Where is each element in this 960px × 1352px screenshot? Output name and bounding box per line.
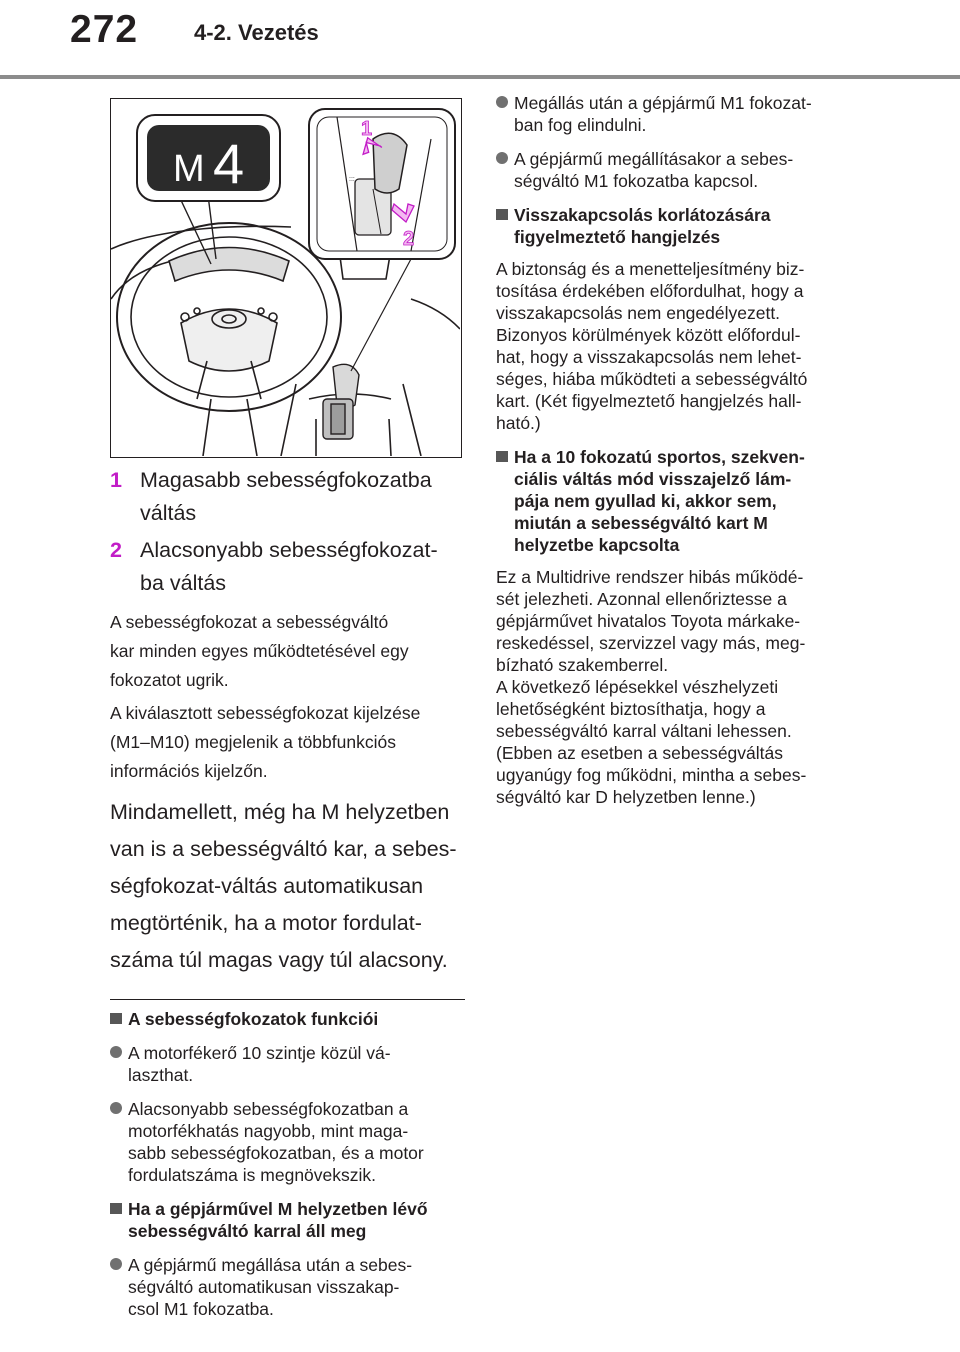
bullet-item	[110, 1254, 465, 1320]
text-line: Ha a 10 fokozatú sportos, szekven-	[514, 447, 805, 467]
text-line: A motorfékerő 10 szintje közül vá-	[128, 1043, 391, 1063]
bullet-item	[496, 148, 858, 192]
text-line: sebességváltó karral áll meg	[128, 1221, 367, 1241]
text-line: fordulatszáma is megnövekszik.	[128, 1165, 377, 1185]
text-line: ségváltó M1 fokozatba kapcsol.	[514, 171, 759, 191]
text-line: ban fog elindulni.	[514, 115, 647, 135]
text-line: ható.)	[496, 413, 541, 433]
header-rule	[0, 75, 960, 79]
text-line: gépjárművet hivatalos Toyota márkake-	[496, 611, 801, 631]
arrow-label-2: 2	[403, 228, 415, 250]
text-line: Alacsonyabb sebességfokozatban a	[128, 1099, 409, 1119]
text-line: van is a sebességváltó kar, a sebes-	[110, 837, 457, 861]
text-line: sebességváltó karral váltani lehessen.	[496, 721, 792, 741]
text-line: megtörténik, ha a motor fordulat-	[110, 911, 422, 935]
page-header	[0, 0, 960, 80]
text-line: Visszakapcsolás korlátozására	[514, 205, 771, 225]
callout-number: 1	[110, 468, 122, 492]
text-line: (M1–M10) megjelenik a többfunkciós	[110, 732, 396, 752]
heading-text	[514, 204, 771, 248]
callout-line: Alacsonyabb sebességfokozat-	[140, 538, 438, 562]
callout-downshift	[110, 534, 465, 600]
text-line: fokozatot ugrik.	[110, 670, 229, 690]
bullet-item	[110, 1098, 465, 1186]
heading-text: A sebességfokozatok funkciói	[128, 1009, 379, 1029]
text-line: helyzetbe kapcsolta	[514, 535, 680, 555]
bullet-text	[514, 148, 793, 192]
circle-bullet-icon	[110, 1046, 122, 1058]
text-line: tosítása érdekében előfordulhat, hogy a	[496, 281, 804, 301]
text-line: sét jelezheti. Azonnal ellenőriztesse a	[496, 589, 787, 609]
bullet-text	[128, 1098, 424, 1186]
badge-letter: M	[173, 148, 205, 190]
callout-line: ba váltás	[140, 571, 227, 595]
text-line: sabb sebességfokozatban, és a motor	[128, 1143, 424, 1163]
page-number: 272	[70, 8, 139, 51]
circle-bullet-icon	[496, 96, 508, 108]
badge-digit: 4	[213, 132, 245, 195]
text-line: (Ebben az esetben a sebességváltás	[496, 743, 783, 763]
square-bullet-icon	[496, 451, 508, 462]
heading-text	[514, 446, 805, 556]
paragraph-gear-step	[110, 608, 465, 695]
callout-line: Magasabb sebességfokozatba	[140, 468, 432, 492]
section-heading-stop-in-m	[110, 1198, 465, 1242]
bullet-item	[110, 1042, 465, 1086]
svg-text::::: :::	[349, 176, 355, 183]
section-divider	[110, 999, 465, 1000]
text-line: A gépjármű megállításakor a sebes-	[514, 149, 794, 169]
bullet-item	[496, 92, 858, 136]
paragraph-indicator-fault	[496, 566, 858, 808]
text-line: ségváltó automatikusan visszakap-	[128, 1277, 400, 1297]
shifter-zoom-panel	[309, 109, 455, 259]
callout-upshift	[110, 464, 465, 530]
section-heading-indicator-fault	[496, 446, 858, 556]
text-line: hat, hogy a visszakapcsolás nem lehet-	[496, 347, 802, 367]
square-bullet-icon	[110, 1203, 122, 1214]
section-heading-gear-functions	[110, 1008, 465, 1030]
gear-display-badge	[137, 115, 280, 201]
bullet-text	[514, 92, 812, 136]
text-line: ségváltó kar D helyzetben lenne.)	[496, 787, 756, 807]
bullet-text	[128, 1042, 391, 1086]
text-line: reskedéssel, szervizzel vagy más, meg-	[496, 633, 806, 653]
text-line: Mindamellett, még ha M helyzetben	[110, 800, 450, 824]
text-line: Bizonyos körülmények között előfordul-	[496, 325, 801, 345]
circle-bullet-icon	[110, 1102, 122, 1114]
text-line: információs kijelzőn.	[110, 761, 268, 781]
bullet-text	[128, 1254, 412, 1320]
circle-bullet-icon	[496, 152, 508, 164]
text-line: kart. (Két figyelmeztető hangjelzés hall-	[496, 391, 802, 411]
text-line: ségfokozat-váltás automatikusan	[110, 874, 424, 898]
left-column	[110, 98, 465, 1320]
illustration-svg	[111, 99, 460, 456]
text-line: Ha a gépjárművel M helyzetben lévő	[128, 1199, 428, 1219]
text-line: bízható szakemberrel.	[496, 655, 669, 675]
text-line: csol M1 fokozatba.	[128, 1299, 274, 1319]
arrow-label-1: 1	[361, 118, 373, 140]
square-bullet-icon	[496, 209, 508, 220]
text-line: száma túl magas vagy túl alacsony.	[110, 948, 448, 972]
square-bullet-icon	[110, 1013, 122, 1024]
text-line: séges, hiába működteti a sebességváltó	[496, 369, 808, 389]
text-line: motorfékhatás nagyobb, mint maga-	[128, 1121, 409, 1141]
paragraph-auto-shift	[110, 794, 465, 979]
section-heading-downshift-warning	[496, 204, 858, 248]
text-line: kar minden egyes működtetésével egy	[110, 641, 409, 661]
text-line: lehetőségként biztosíthatja, hogy a	[496, 699, 766, 719]
text-line: Megállás után a gépjármű M1 fokozat-	[514, 93, 812, 113]
text-line: A következő lépésekkel vészhelyzeti	[496, 677, 779, 697]
circle-bullet-icon	[110, 1258, 122, 1270]
text-line: pája nem gyullad ki, akkor sem,	[514, 491, 777, 511]
steering-wheel-shifter-illustration	[110, 98, 462, 458]
heading-text	[128, 1198, 428, 1242]
text-line: ugyanúgy fog működni, mintha a sebes-	[496, 765, 807, 785]
text-line: A gépjármű megállása után a sebes-	[128, 1255, 413, 1275]
callout-text	[140, 534, 438, 600]
text-line: A sebességfokozat a sebességváltó	[110, 612, 389, 632]
callout-number: 2	[110, 538, 122, 562]
paragraph-gear-display	[110, 699, 465, 786]
text-line: Ez a Multidrive rendszer hibás működé-	[496, 567, 804, 587]
section-title: 4-2. Vezetés	[194, 20, 319, 45]
text-line: figyelmeztető hangjelzés	[514, 227, 721, 247]
callout-text	[140, 464, 432, 530]
text-line: ciális váltás mód visszajelző lám-	[514, 469, 792, 489]
paragraph-downshift-warning	[496, 258, 858, 434]
text-line: laszthat.	[128, 1065, 194, 1085]
text-line: visszakapcsolás nem engedélyezett.	[496, 303, 781, 323]
text-line: miután a sebességváltó kart M	[514, 513, 768, 533]
text-line: A biztonság és a menetteljesítmény biz-	[496, 259, 805, 279]
right-column	[496, 92, 858, 808]
callout-line: váltás	[140, 501, 197, 525]
text-line: A kiválasztott sebességfokozat kijelzése	[110, 703, 421, 723]
